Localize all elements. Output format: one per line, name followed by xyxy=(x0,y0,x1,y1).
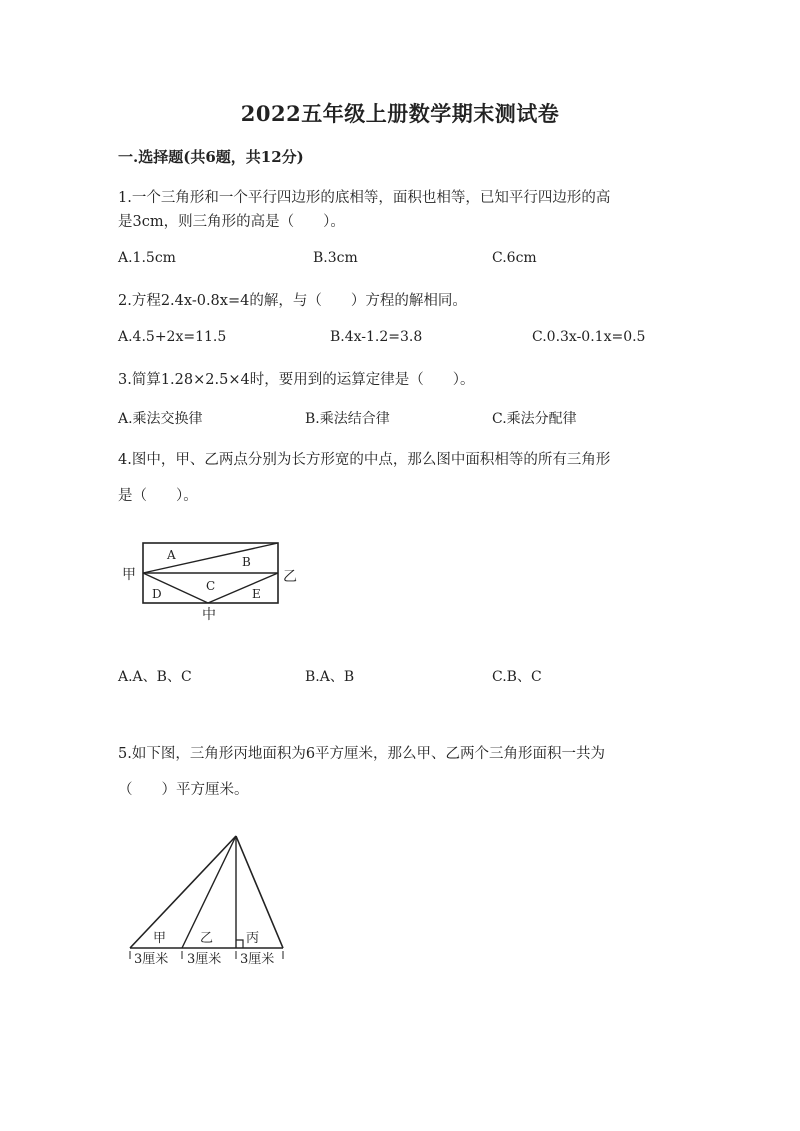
right-side xyxy=(236,836,283,948)
question-1-option-a: A.1.5cm xyxy=(118,250,176,266)
question-1-line-1: 1.一个三角形和一个平行四边形的底相等，面积也相等，已知平行四边形的高 xyxy=(118,190,611,206)
question-2-line-1: 2.方程2.4x-0.8x=4的解，与（ ）方程的解相同。 xyxy=(118,293,467,309)
section-heading: 一.选择题(共6题，共12分) xyxy=(118,148,304,166)
question-4-option-b: B.A、B xyxy=(305,669,355,685)
question-3-line-1: 3.简算1.28×2.5×4时，要用到的运算定律是（ ）。 xyxy=(118,372,475,388)
label-zhong: 中 xyxy=(202,607,216,623)
label-jia-triangle: 甲 xyxy=(153,931,167,946)
question-2-option-c: C.0.3x-0.1x=0.5 xyxy=(532,329,646,345)
question-4-option-c: C.B、C xyxy=(492,669,542,685)
question-3-option-c: C.乘法分配律 xyxy=(492,411,577,427)
question-3-option-b: B.乘法结合律 xyxy=(305,411,390,427)
question-2-option-b: B.4x-1.2=3.8 xyxy=(330,329,423,345)
label-bing-triangle: 丙 xyxy=(246,931,260,946)
question-2-option-a: A.4.5+2x=11.5 xyxy=(118,329,227,345)
label-b: B xyxy=(242,555,251,569)
label-jia: 甲 xyxy=(122,567,136,583)
question-1-option-b: B.3cm xyxy=(313,250,358,266)
segment-label-1: 3厘米 xyxy=(134,952,169,967)
left-side xyxy=(130,836,236,948)
diagonal-line xyxy=(143,543,278,573)
label-e: E xyxy=(252,587,261,601)
question-4-line-1: 4.图中，甲、乙两点分别为长方形宽的中点，那么图中面积相等的所有三角形 xyxy=(118,452,611,468)
segment-label-3: 3厘米 xyxy=(240,952,275,967)
right-angle-mark xyxy=(236,940,243,948)
question-4-option-a: A.A、B、C xyxy=(118,669,192,685)
question-4-line-2: 是（ ）。 xyxy=(118,488,198,504)
triangle-figure xyxy=(120,828,300,973)
question-5-line-1: 5.如下图，三角形丙地面积为6平方厘米，那么甲、乙两个三角形面积一共为 xyxy=(118,746,606,762)
question-5-line-2: （ ）平方厘米。 xyxy=(118,782,249,798)
segment-label-2: 3厘米 xyxy=(187,952,222,967)
right-slant-line xyxy=(208,573,278,603)
question-1-line-2: 是3cm，则三角形的高是（ ）。 xyxy=(118,214,345,230)
question-1-option-c: C.6cm xyxy=(492,250,537,266)
question-3-option-a: A.乘法交换律 xyxy=(118,411,203,427)
label-d: D xyxy=(152,587,162,601)
label-a: A xyxy=(167,548,176,562)
label-yi-triangle: 乙 xyxy=(200,931,214,946)
label-c: C xyxy=(206,579,216,593)
label-yi: 乙 xyxy=(283,569,297,585)
page-title: 2022五年级上册数学期末测试卷 xyxy=(240,101,560,126)
rectangle-figure xyxy=(115,535,305,625)
